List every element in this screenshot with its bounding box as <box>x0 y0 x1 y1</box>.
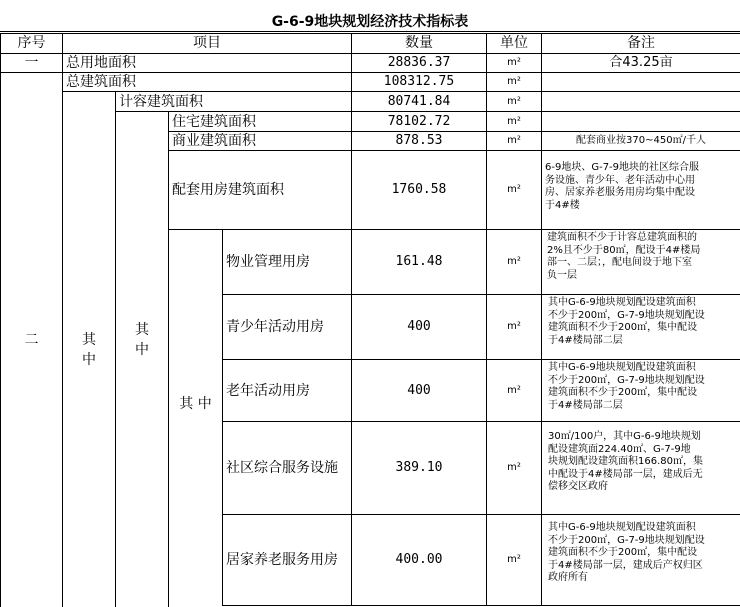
row-note <box>541 111 740 131</box>
table-title: G-6-9地块规划经济技术指标表 <box>0 12 740 32</box>
row-qty: 80741.84 <box>351 91 486 111</box>
row-label: 居家养老服务用房 <box>222 514 351 605</box>
row-label: 计容建筑面积 <box>115 91 351 111</box>
row-unit: m² <box>486 421 541 514</box>
row-note <box>541 91 740 111</box>
row-note: 30㎡/100户，其中G-6-9地块规划 配设建筑面224.40㎡、G-7-9地 块规划配设建筑面积166.80㎡，集 中配设于4#楼局部一层，建成后无 偿移交区政府 <box>541 421 740 514</box>
row-note: 配套商业按370~450㎡/千人 <box>541 131 740 150</box>
row-unit: m² <box>486 359 541 421</box>
row-qty: 161.48 <box>351 229 486 294</box>
row-note <box>541 72 740 91</box>
row-label: 总用地面积 <box>62 53 351 72</box>
row-qty: 78102.72 <box>351 111 486 131</box>
row-unit: m² <box>486 294 541 359</box>
header-note: 备注 <box>541 33 740 53</box>
row-unit: m² <box>486 514 541 605</box>
row-unit: m² <box>486 150 541 229</box>
row-note: 合43.25亩 <box>541 53 740 72</box>
row-label: 物业管理用房 <box>222 229 351 294</box>
next-row-rule <box>222 605 740 606</box>
row-qty: 400.00 <box>351 514 486 605</box>
group-a-label: 其 中 <box>62 91 115 607</box>
row-label: 青少年活动用房 <box>222 294 351 359</box>
row-unit: m² <box>486 91 541 111</box>
row-qty: 400 <box>351 294 486 359</box>
row-unit: m² <box>486 53 541 72</box>
row-note: 其中G-6-9地块规划配设建筑面积 不少于200㎡，G-7-9地块规划配设 建筑面积不少于200㎡，集中配设 于4#楼局部二层 <box>541 359 740 421</box>
row-unit: m² <box>486 111 541 131</box>
group-b-label: 其 中 <box>115 111 168 607</box>
row-label: 住宅建筑面积 <box>168 111 351 131</box>
row-note: 建筑面积不少于计容总建筑面积的 2%且不少于80㎡，配设于4#楼局 部一、二层；，配电间设于地下室 负一层 <box>541 229 740 294</box>
row-unit: m² <box>486 72 541 91</box>
seq-two: 二 <box>0 72 62 607</box>
row-qty: 108312.75 <box>351 72 486 91</box>
group-c-label: 其 中 <box>168 229 222 607</box>
row-qty: 878.53 <box>351 131 486 150</box>
row-unit: m² <box>486 229 541 294</box>
row-qty: 400 <box>351 359 486 421</box>
row-qty: 389.10 <box>351 421 486 514</box>
row-note: 6-9地块、G-7-9地块的社区综合服 务设施、青少年、老年活动中心用 房、居家养老服务用房均集中配设 于4#楼 <box>541 150 740 229</box>
header-seq: 序号 <box>0 33 62 53</box>
row-label: 商业建筑面积 <box>168 131 351 150</box>
row-qty: 1760.58 <box>351 150 486 229</box>
row-qty: 28836.37 <box>351 53 486 72</box>
header-unit: 单位 <box>486 33 541 53</box>
header-qty: 数量 <box>351 33 486 53</box>
row-label: 老年活动用房 <box>222 359 351 421</box>
seq-one: 一 <box>0 53 62 72</box>
row-unit: m² <box>486 131 541 150</box>
row-label: 总建筑面积 <box>62 72 351 91</box>
header-item: 项目 <box>62 33 351 53</box>
row-label: 社区综合服务设施 <box>222 421 351 514</box>
row-label: 配套用房建筑面积 <box>168 150 351 229</box>
row-note: 其中G-6-9地块规划配设建筑面积 不少于200㎡，G-7-9地块规划配设 建筑面积不少于200㎡，集中配设 于4#楼局部一层，建成后产权归区 政府所有 <box>541 514 740 605</box>
row-note: 其中G-6-9地块规划配设建筑面积 不少于200㎡，G-7-9地块规划配设 建筑面积不少于200㎡，集中配设 于4#楼局部二层 <box>541 294 740 359</box>
